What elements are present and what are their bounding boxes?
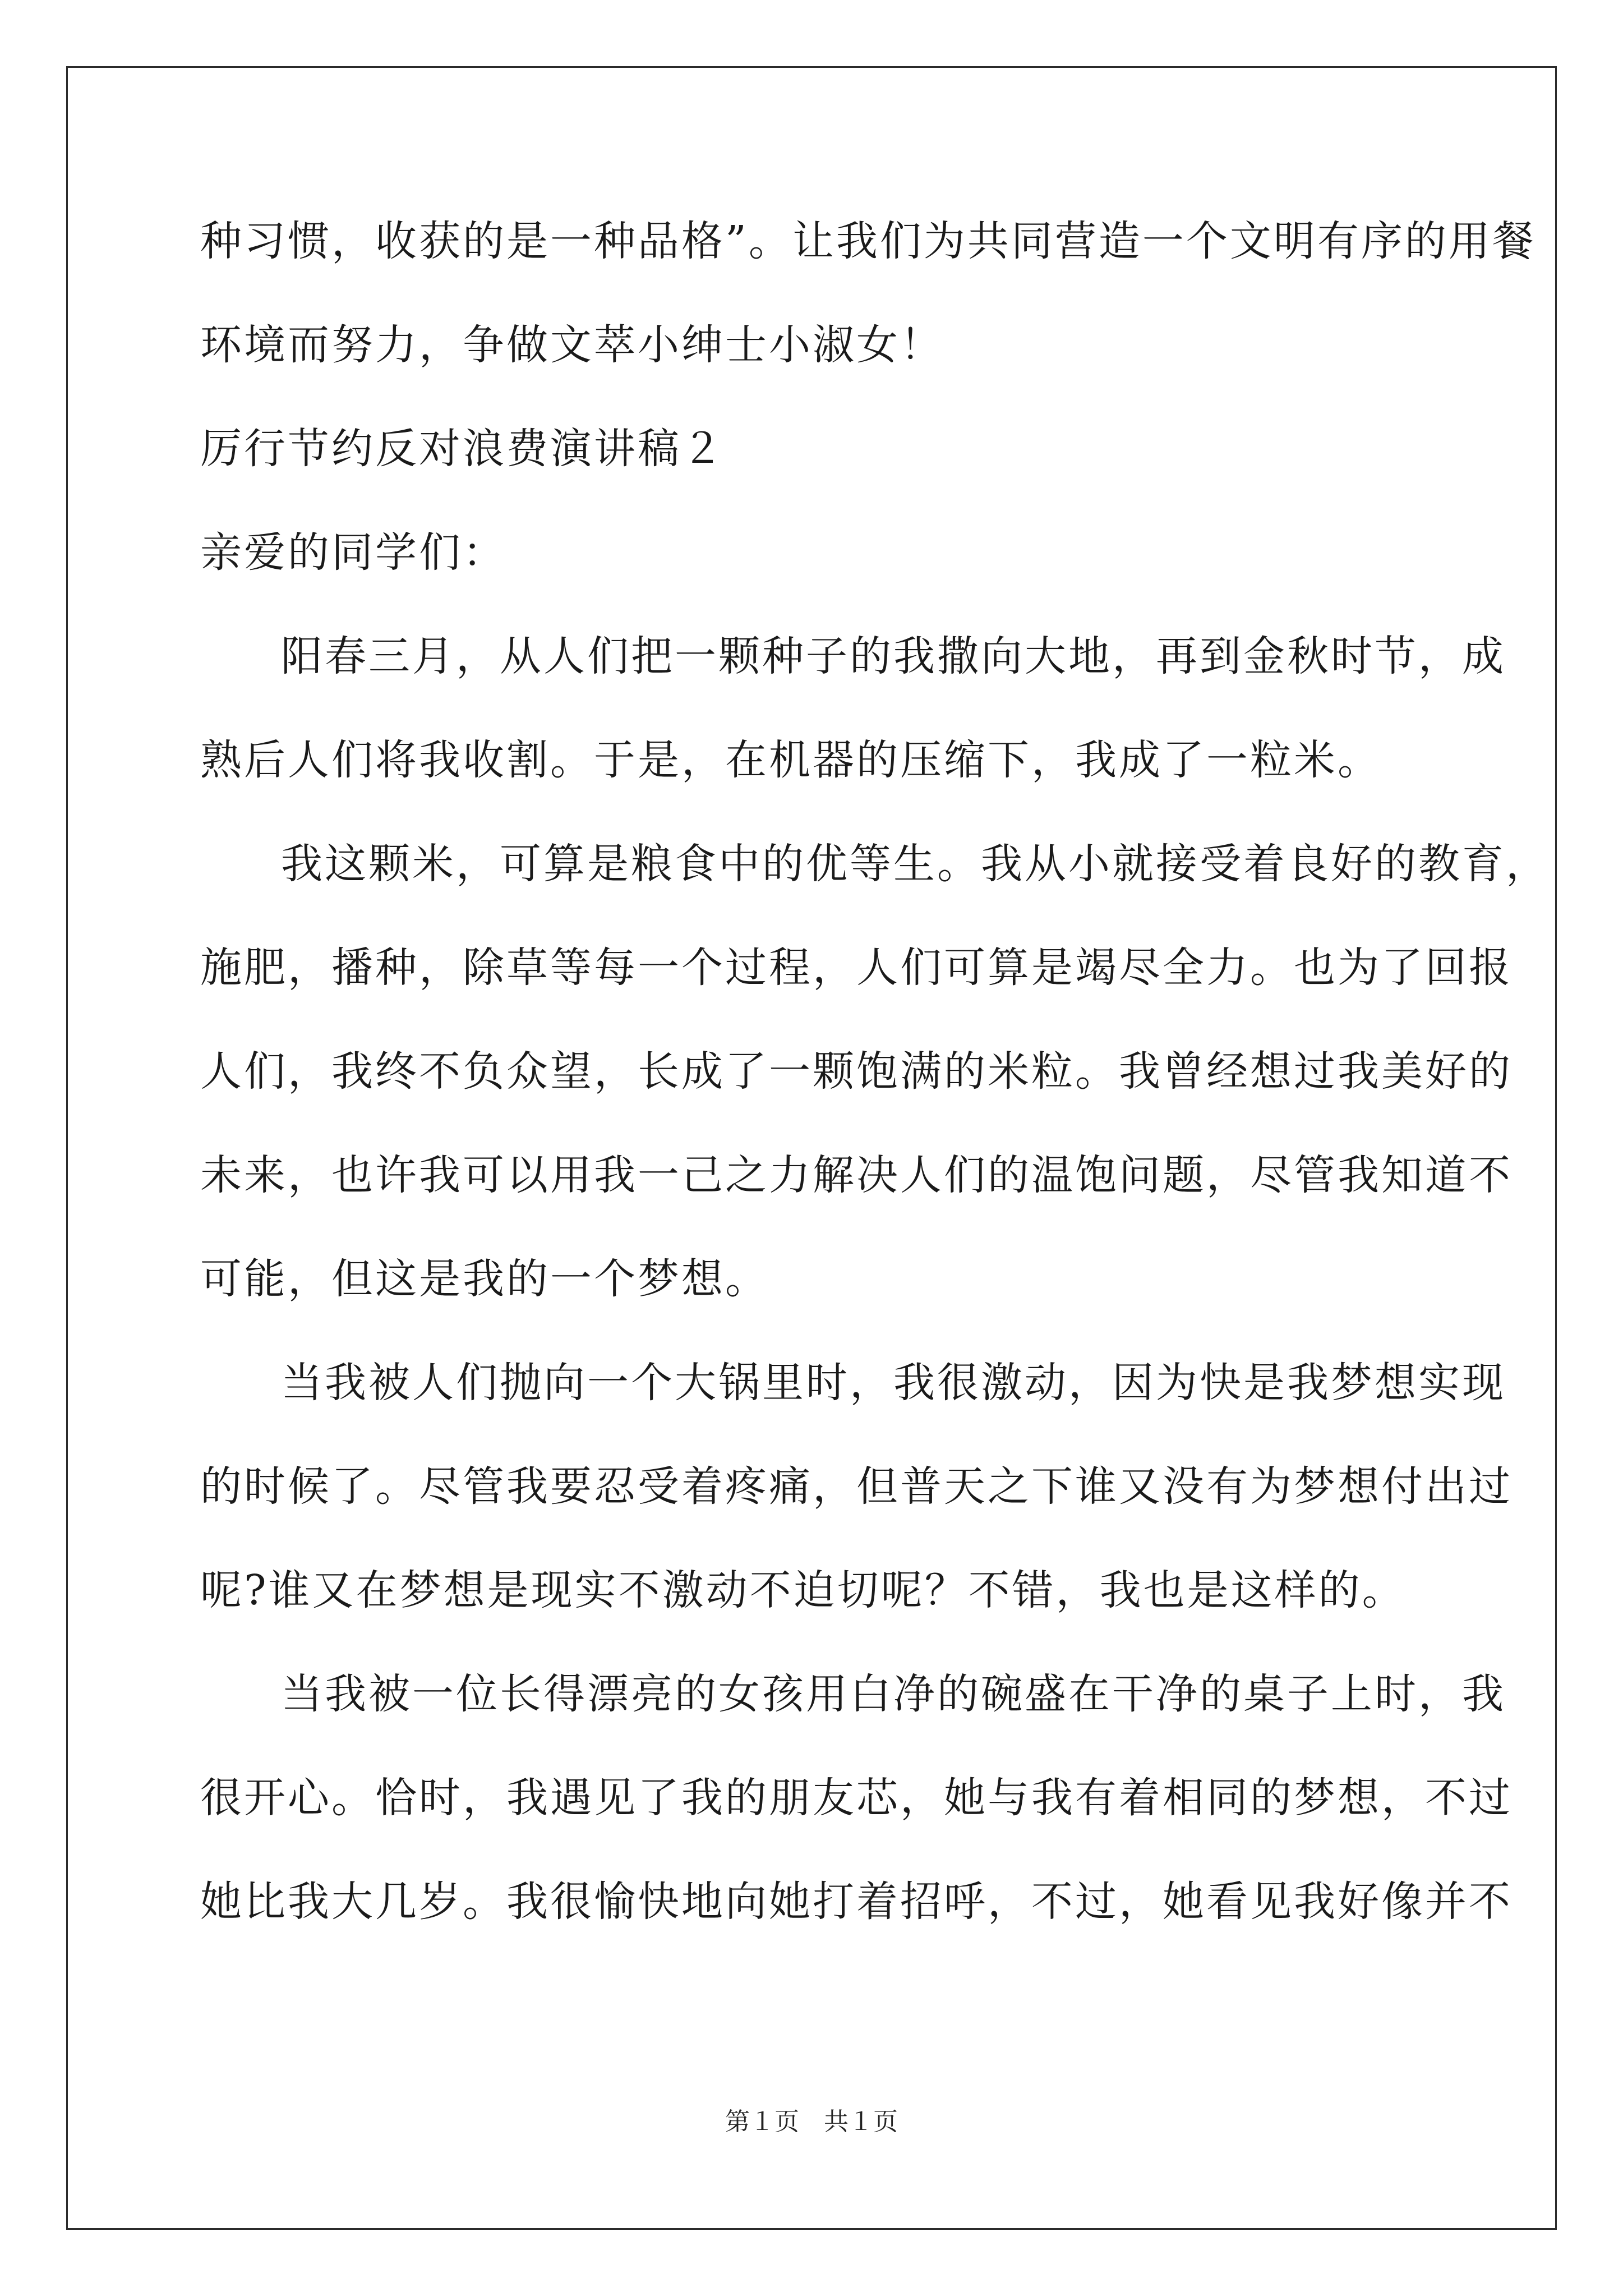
text-line: 呢?谁又在梦想是现实不激动不迫切呢？不错，我也是这样的。 (200, 1566, 1406, 1614)
text-line: 熟后人们将我收割。于是，在机器的压缩下，我成了一粒米。 (200, 736, 1381, 784)
section-title: 厉行节约反对浪费演讲稿２ (200, 425, 725, 473)
text-line: 种习惯，收获的是一种品格”。让我们为共同营造一个文明有序的用餐 (200, 217, 1536, 265)
paragraph-start-line: 阳春三月，从人们把一颗种子的我撒向大地，再到金秋时节，成 (281, 632, 1506, 680)
text-line: 的时候了。尽管我要忍受着疼痛，但普天之下谁又没有为梦想付出过 (200, 1462, 1513, 1511)
page-number-footer: 第１页 共１页 (725, 2108, 898, 2136)
text-line: 环境而努力，争做文萃小绅士小淑女！ (200, 321, 944, 369)
salutation: 亲爱的同学们： (200, 528, 506, 577)
text-line: 未来，也许我可以用我一己之力解决人们的温饱问题，尽管我知道不 (200, 1151, 1513, 1199)
paragraph-start-line: 当我被人们抛向一个大锅里时，我很激动，因为快是我梦想实现 (281, 1359, 1506, 1407)
paragraph-start-line: 我这颗米，可算是粮食中的优等生。我从小就接受着良好的教育， (281, 840, 1550, 888)
text-line: 可能，但这是我的一个梦想。 (200, 1255, 769, 1303)
text-line: 她比我大几岁。我很愉快地向她打着招呼，不过，她看见我好像并不 (200, 1878, 1513, 1926)
text-line: 人们，我终不负众望，长成了一颗饱满的米粒。我曾经想过我美好的 (200, 1047, 1513, 1096)
text-line: 很开心。恰时，我遇见了我的朋友芯，她与我有着相同的梦想，不过 (200, 1774, 1513, 1822)
text-line: 施肥，播种，除草等每一个过程，人们可算是竭尽全力。也为了回报 (200, 944, 1513, 992)
paragraph-start-line: 当我被一位长得漂亮的女孩用白净的碗盛在干净的桌子上时，我 (281, 1670, 1506, 1718)
